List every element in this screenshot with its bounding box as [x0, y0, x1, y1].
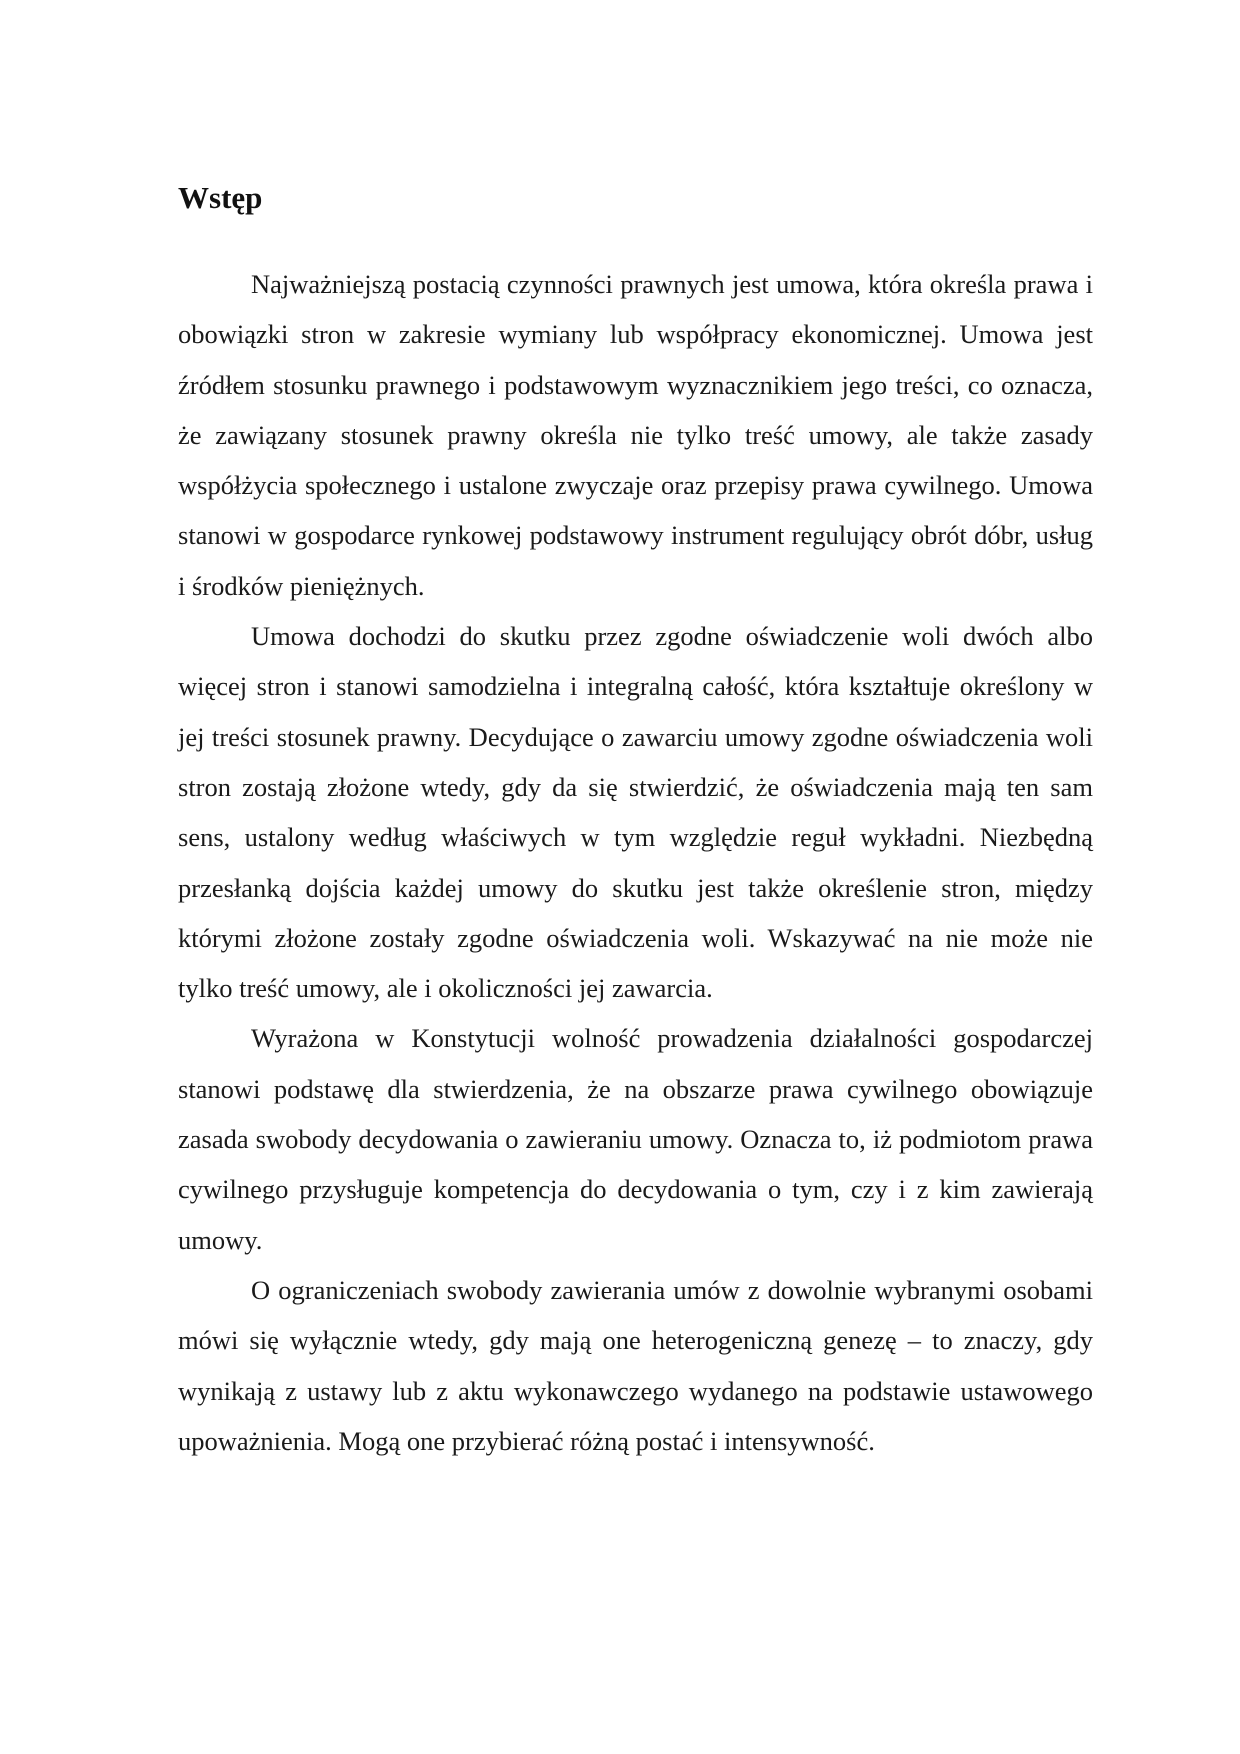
section-heading: Wstęp [178, 180, 263, 215]
paragraph-4: O ograniczeniach swobody zawierania umów z dowolnie wybranymi osobami mówi się wyłącznie wtedy, gdy mają one heterogeniczną genezę – to znaczy, gdy wynikają z ustawy lub z aktu wykonawczego wydanego na podstawie ustawowego upoważnienia. Mogą one przybierać różną postać i intensywność. [178, 1274, 1093, 1456]
paragraph-2: Umowa dochodzi do skutku przez zgodne oświadczenie woli dwóch albo więcej stron i stanowi samodzielna i integralną całość, która kształtuje określony w jej treści stosunek prawny. Decydujące o zawarciu umowy zgodne oświadczenia woli stron zostają złożone wtedy, gdy da się stwierdzić, że oświadczenia mają ten sam sens, ustalony według właściwych w tym względzie reguł wykładni. Niezbędną przesłanką dojścia każdej umowy do skutku jest także określenie stron, między którymi złożone zostały zgodne oświadczenia woli. Wskazywać na nie może nie tylko treść umowy, ale i okoliczności jej zawarcia. [178, 621, 1093, 1004]
paragraph-3: Wyrażona w Konstytucji wolność prowadzenia działalności gospodarczej stanowi podstawę dla stwierdzenia, że na obszarze prawa cywilnego obowiązuje zasada swobody decydowania o zawieraniu umowy. Oznacza to, iż podmiotom prawa cywilnego przysługuje kompetencja do decydowania o tym, czy i z kim zawierają umowy. [178, 1023, 1093, 1255]
paragraph-1: Najważniejszą postacią czynności prawnych jest umowa, która określa prawa i obowiązki stron w zakresie wymiany lub współpracy ekonomicznej. Umowa jest źródłem stosunku prawnego i podstawowym wyznacznikiem jego treści, co oznacza, że zawiązany stosunek prawny określa nie tylko treść umowy, ale także zasady współżycia społecznego i ustalone zwyczaje oraz przepisy prawa cywilnego. Umowa stanowi w gospodarce rynkowej podstawowy instrument regulujący obrót dóbr, usług i środków pieniężnych. [178, 269, 1093, 601]
document-body [178, 259, 1093, 1466]
